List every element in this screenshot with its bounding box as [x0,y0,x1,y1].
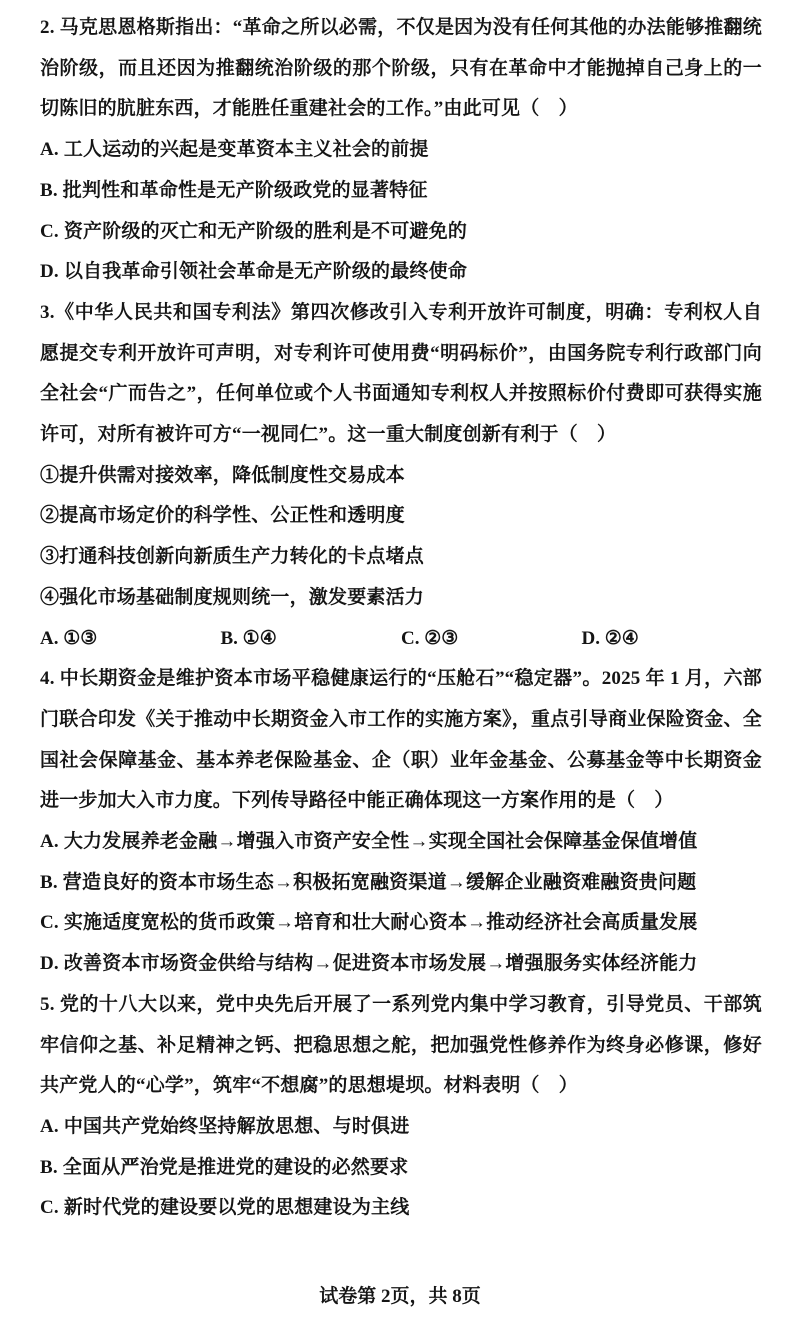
question-4-option-d: D. 改善资本市场资金供给与结构→促进资本市场发展→增强服务实体经济能力 [40,953,698,975]
question-4-stem: 4. 中长期资金是维护资本市场平稳健康运行的“压舱石”“稳定器”。2025 年 1 月，六部门联合印发《关于推动中长期资金入市工作的实施方案》，重点引导商业保险资金、全国社会保障基金、基本养老保险基金、企（职）业年金基金、公募基金等中长期资金进一步加大入市力度。下列传导路径中能正确体现这一方案作用的是（ ） [40,668,762,812]
question-3-choice-a: A. ①③ [40,627,98,649]
question-4 [40,659,762,985]
question-4-option-c: C. 实施适度宽松的货币政策→培育和壮大耐心资本→推动经济社会高质量发展 [40,912,698,934]
question-3-choice-c: C. ②③ [401,627,459,649]
question-2-option-d: D. 以自我革命引领社会革命是无产阶级的最终使命 [40,261,468,283]
question-3-statement-3: ③打通科技创新向新质生产力转化的卡点堵点 [40,546,425,568]
question-4-option-a: A. 大力发展养老金融→增强入市资产安全性→实现全国社会保障基金保值增值 [40,831,698,853]
question-5-stem: 5. 党的十八大以来，党中央先后开展了一系列党内集中学习教育，引导党员、干部筑牢信仰之基、补足精神之钙、把稳思想之舵，把加强党性修养作为终身必修课，修好共产党人的“心学”，筑牢“不想腐”的思想堤坝。材料表明（ ） [40,993,762,1097]
page-footer [0,1283,800,1311]
question-2 [40,8,762,293]
page-number-label: 试卷第 2页，共 8页 [319,1286,481,1307]
question-3 [40,293,762,659]
question-5-option-c: C. 新时代党的建设要以党的思想建设为主线 [40,1197,410,1219]
question-3-choice-b: B. ①④ [220,627,277,649]
question-4-option-b: B. 营造良好的资本市场生态→积极拓宽融资渠道→缓解企业融资难融资贵问题 [40,871,697,893]
question-3-statement-4: ④强化市场基础制度规则统一，激发要素活力 [40,586,425,608]
question-2-option-b: B. 批判性和革命性是无产阶级政党的显著特征 [40,179,428,201]
question-2-option-a: A. 工人运动的兴起是变革资本主义社会的前提 [40,139,429,161]
question-2-stem: 2. 马克思恩格斯指出：“革命之所以必需，不仅是因为没有任何其他的办法能够推翻统治阶级，而且还因为推翻统治阶级的那个阶级，只有在革命中才能抛掉自己身上的一切陈旧的肮脏东西，才能胜任重建社会的工作。”由此可见（ ） [40,17,762,120]
question-5-option-b: B. 全面从严治党是推进党的建设的必然要求 [40,1156,409,1178]
question-2-option-c: C. 资产阶级的灭亡和无产阶级的胜利是不可避免的 [40,220,468,242]
question-5-option-a: A. 中国共产党始终坚持解放思想、与时俱进 [40,1115,410,1137]
question-3-statement-1: ①提升供需对接效率，降低制度性交易成本 [40,464,405,486]
exam-content [40,8,762,1229]
question-3-choice-d: D. ②④ [581,627,639,649]
question-3-statement-2: ②提高市场定价的科学性、公正性和透明度 [40,505,405,527]
question-3-choices-row [40,619,762,660]
question-3-stem: 3.《中华人民共和国专利法》第四次修改引入专利开放许可制度，明确：专利权人自愿提交专利开放许可声明，对专利许可使用费“明码标价”，由国务院专利行政部门向全社会“广而告之”，任何单位或个人书面通知专利权人并按照标价付费即可获得实施许可，对所有被许可方“一视同仁”。这一重大制度创新有利于（ ） [40,301,762,446]
question-5 [40,985,762,1229]
